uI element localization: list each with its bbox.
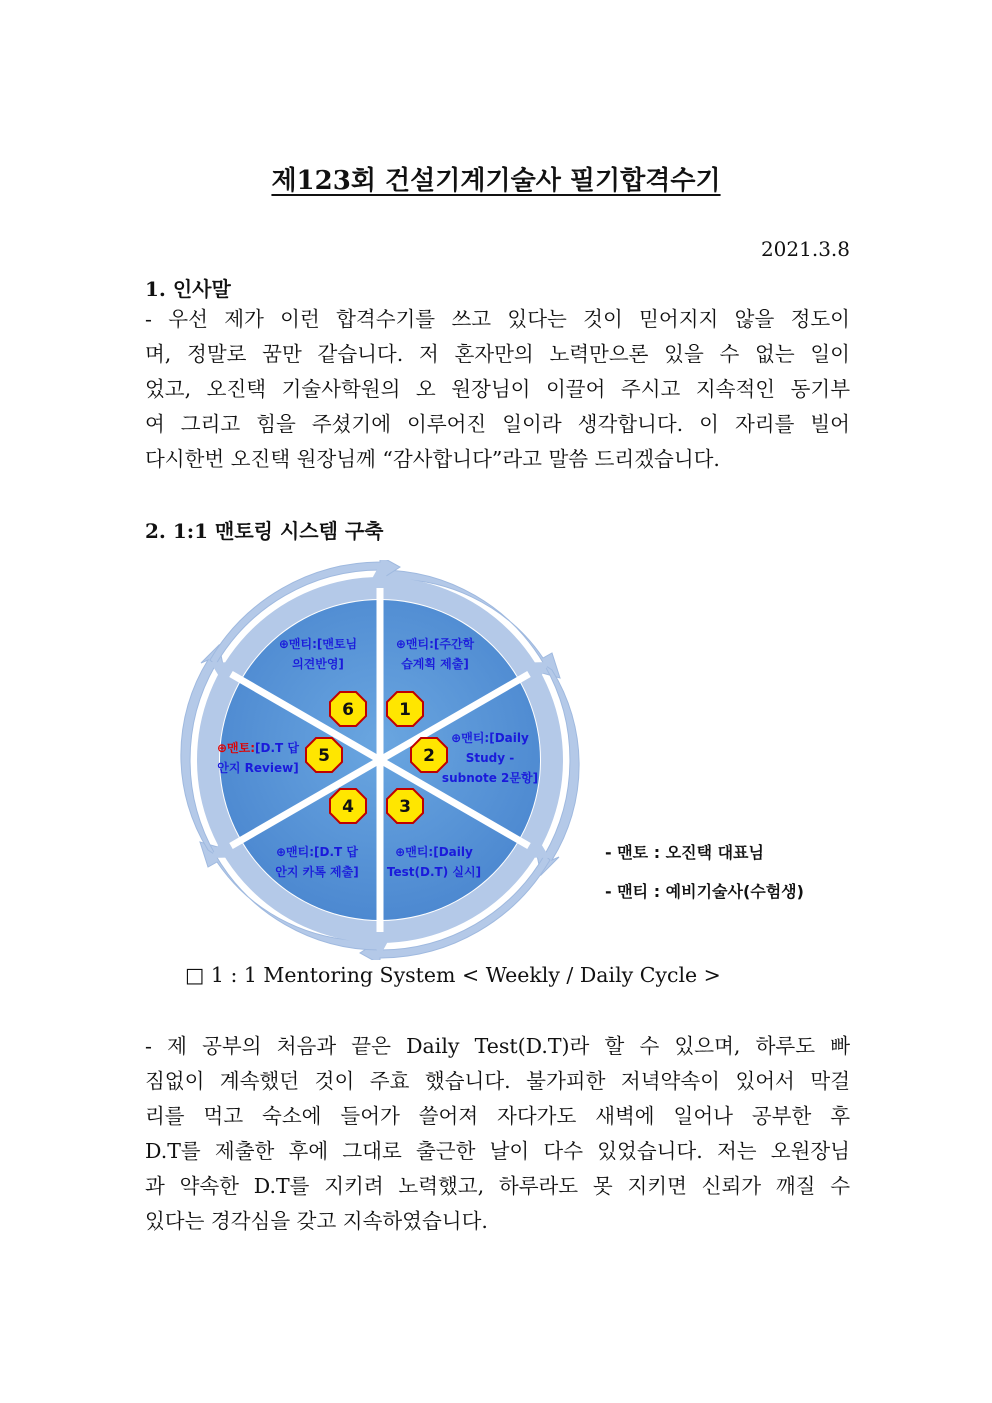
section1-paragraph <box>145 302 850 477</box>
section1-line: - 우선 제가 이런 합격수기를 쓰고 있다는 것이 믿어지지 않을 정도이 <box>145 307 850 331</box>
number-badge-4 <box>330 789 366 823</box>
section2-line: 리를 먹고 숙소에 들어가 쓸어져 자다가도 새벽에 일어나 공부한 후 <box>145 1104 850 1128</box>
section2-line: 있다는 경각심을 갖고 지속하였습니다. <box>145 1209 488 1233</box>
svg-text:4: 4 <box>342 797 354 817</box>
segment-5-line1 <box>217 740 299 755</box>
segment-1-line1: ⊕맨티:[주간학 <box>395 637 475 651</box>
section2-line: - 제 공부의 처음과 끝은 Daily Test(D.T)라 할 수 있으며, 하루도 빠 <box>145 1034 850 1058</box>
section2-paragraph <box>145 1029 850 1239</box>
number-badge-6 <box>330 692 366 726</box>
mentoring-cycle-diagram <box>180 560 580 960</box>
segment-5-line1-rest: [D.T 답 <box>255 741 300 755</box>
segment-6-line1: ⊕맨티:[맨토님 <box>278 637 358 651</box>
svg-text:5: 5 <box>318 746 330 766</box>
diagram-caption: □ 1 : 1 Mentoring System < Weekly / Daily Cycle > <box>185 963 721 987</box>
segment-4-line1: ⊕맨티:[D.T 답 <box>276 845 358 859</box>
number-badge-3 <box>387 789 423 823</box>
document-title: 제123회 건설기계기술사 필기합격수기 <box>271 166 721 196</box>
segment-4-line2: 안지 카톡 제출] <box>275 865 359 879</box>
segment-3-line2: Test(D.T) 실시] <box>386 865 482 879</box>
section1-line: 었고, 오진택 기술사학원의 오 원장님이 이끌어 주시고 지속적인 동기부 <box>145 377 850 401</box>
segment-2-line1: ⊕맨티:[Daily <box>451 731 529 745</box>
segment-2-line2: Study - <box>465 751 515 765</box>
number-badge-1 <box>387 692 423 726</box>
svg-text:2: 2 <box>423 746 435 766</box>
segment-1-line2: 습계획 제출] <box>401 657 469 671</box>
segment-6-line2: 의견반영] <box>292 657 344 671</box>
segment-3-line1: ⊕맨티:[Daily <box>395 845 473 859</box>
number-badge-2 <box>411 738 447 772</box>
segment-5-line2: 안지 Review] <box>217 761 299 775</box>
section1-heading: 1. 인사말 <box>145 277 231 301</box>
segment-5-mentor-label: ⊕맨토: <box>216 741 256 755</box>
svg-text:1: 1 <box>399 700 411 720</box>
section2-line: 과 약속한 D.T를 지키려 노력했고, 하루라도 못 지키면 신뢰가 깨질 수 <box>145 1174 850 1198</box>
document-date: 2021.3.8 <box>760 237 850 261</box>
section1-line: 다시한번 오진택 원장님께 “감사합니다”라고 말씀 드리겠습니다. <box>145 447 720 471</box>
section1-line: 며, 정말로 꿈만 같습니다. 저 혼자만의 노력만으론 있을 수 없는 일이 <box>145 342 850 366</box>
number-badge-5 <box>306 738 342 772</box>
segment-2-line3: subnote 2문항] <box>441 771 539 785</box>
section1-line: 여 그리고 힘을 주셨기에 이루어진 일이라 생각합니다. 이 자리를 빌어 <box>145 412 850 436</box>
legend-mentee: - 맨티 : 예비기술사(수험생) <box>605 882 804 901</box>
section2-heading: 2. 1:1 맨토링 시스템 구축 <box>145 519 384 543</box>
svg-text:3: 3 <box>399 797 411 817</box>
section2-line: D.T를 제출한 후에 그대로 출근한 날이 다수 있었습니다. 저는 오원장님 <box>145 1139 850 1163</box>
legend-mentor: - 맨토 : 오진택 대표님 <box>605 843 764 862</box>
svg-text:6: 6 <box>342 700 354 720</box>
section2-line: 짐없이 계속했던 것이 주효 했습니다. 불가피한 저녁약속이 있어서 막걸 <box>145 1069 850 1093</box>
